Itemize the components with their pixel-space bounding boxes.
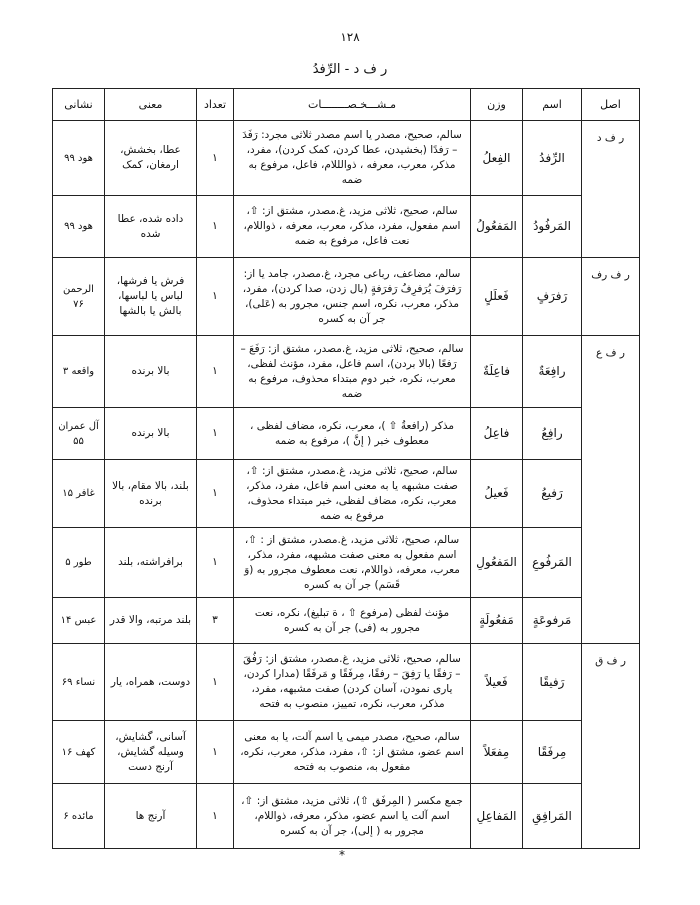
desc-cell: سالم، صحیح، ثلاثی مزید، غ.مصدر، مشتق از: ⇧، صفت مشبهه یا به معنی اسم فاعل، مفرد، مذکر، معرب، نکره، مضاف لفظی، خبر مبتداء محذوف، مرفوع به ضمه [234, 460, 471, 528]
ism-cell: الرِّفدُ [523, 121, 582, 196]
ref-cell: هود ۹۹ [53, 196, 105, 258]
desc-cell: سالم، صحیح، مصدر میمی یا اسم آلت، یا به معنی اسم عضو، مشتق از: ⇧، مفرد، مذکر، معرب، نکره، مفعول به، منصوب به فتحه [234, 721, 471, 784]
count-cell: ۱ [197, 121, 234, 196]
header-asl: اصل [582, 89, 640, 121]
root-cell: ر ف ع [582, 336, 640, 644]
wazn-cell: مِفعَلاً [471, 721, 523, 784]
header-moshakhasat: مـشـــخـصــــــــات [234, 89, 471, 121]
table-row [53, 721, 640, 784]
count-cell: ۱ [197, 528, 234, 598]
ism-cell: رافِعَةٌ [523, 336, 582, 408]
ism-cell: المَرفُوعِ [523, 528, 582, 598]
count-cell: ۳ [197, 598, 234, 644]
meaning-cell: آسانی، گشایش، وسیله گشایش، آرنج دست [105, 721, 197, 784]
desc-cell: سالم، صحیح، ثلاثی مزید، غ.مصدر، مشتق از: ⇧، اسم مفعول، مفرد، مذکر، معرب، معرفه ، ذواللام، نعت فاعل، مرفوع به ضمه [234, 196, 471, 258]
footer-asterisk: * [339, 848, 345, 862]
ism-cell: مِرفَقًا [523, 721, 582, 784]
desc-cell: جمع مکسر ( المِرفَق ⇧)، ثلاثی مزید، مشتق از: ⇧، اسم آلت یا اسم عضو، مذکر، معرفه، ذواللام، مجرور به ( إلی)، جر آن به کسره [234, 784, 471, 849]
count-cell: ۱ [197, 644, 234, 721]
ism-cell: رَفرَفٍ [523, 258, 582, 336]
ref-cell: طور ۵ [53, 528, 105, 598]
ref-cell: آل عمران ۵۵ [53, 408, 105, 460]
wazn-cell: فاعِلُ [471, 408, 523, 460]
table-row [53, 408, 640, 460]
header-tedad: تعداد [197, 89, 234, 121]
meaning-cell: بلند مرتبه، والا قدر [105, 598, 197, 644]
count-cell: ۱ [197, 196, 234, 258]
wazn-cell: المَفعُولِ [471, 528, 523, 598]
wazn-cell: فَعلَلٍ [471, 258, 523, 336]
meaning-cell: فرش یا فرشها، لباس یا لباسها، بالش یا بالشها [105, 258, 197, 336]
wazn-cell: فَعيلاً [471, 644, 523, 721]
meaning-cell: بلند، بالا مقام، بالا برنده [105, 460, 197, 528]
meaning-cell: داده شده، عطا شده [105, 196, 197, 258]
table-row [53, 644, 640, 721]
ref-cell: کهف ۱۶ [53, 721, 105, 784]
ref-cell: نساء ۶۹ [53, 644, 105, 721]
page-heading: ر ف د - الرِّفدُ [312, 62, 388, 77]
header-mani: معنی [105, 89, 197, 121]
count-cell: ۱ [197, 784, 234, 849]
page-number: ۱۲۸ [340, 30, 360, 44]
count-cell: ۱ [197, 721, 234, 784]
ref-cell: غافر ۱۵ [53, 460, 105, 528]
ism-cell: رَفيقًا [523, 644, 582, 721]
ism-cell: مَرفوعَةٍ [523, 598, 582, 644]
meaning-cell: آرنج ها [105, 784, 197, 849]
meaning-cell: عطا، بخشش، ارمغان، کمک [105, 121, 197, 196]
table-row [53, 784, 640, 849]
wazn-cell: المَفاعِلِ [471, 784, 523, 849]
table-row [53, 460, 640, 528]
desc-cell: مؤنث لفظی (مرفوع ⇧ ، ة تبلیغ)، نکره، نعت مجرور به (فی) جر آن به کسره [234, 598, 471, 644]
ism-cell: المَرافِقِ [523, 784, 582, 849]
ism-cell: رافِعُ [523, 408, 582, 460]
header-ism: اسم [523, 89, 582, 121]
meaning-cell: برافراشته، بلند [105, 528, 197, 598]
ref-cell: الرحمن ۷۶ [53, 258, 105, 336]
meaning-cell: بالا برنده [105, 408, 197, 460]
count-cell: ۱ [197, 460, 234, 528]
desc-cell: سالم، صحیح، مصدر یا اسم مصدر ثلاثی مجرد: رَفَدَ – رَفدًا (بخشیدن، عطا کردن، کمک کردن)، مفرد، مذکر، معرب، معرفه ، ذوالللام، فاعل، مرفوع به ضمه [234, 121, 471, 196]
count-cell: ۱ [197, 336, 234, 408]
table-row [53, 528, 640, 598]
desc-cell: سالم، صحیح، ثلاثی مزید، غ.مصدر، مشتق از : ⇧، اسم مفعول به معنی صفت مشبهه، مفرد، مذکر، معرب، معرفه، ذواللام، نعت معطوف مجرور به (وَ قَسَم) جر آن به کسره [234, 528, 471, 598]
table-row [53, 258, 640, 336]
header-neshani: نشانی [53, 89, 105, 121]
header-wazn: وزن [471, 89, 523, 121]
wazn-cell: المَفعُولُ [471, 196, 523, 258]
wazn-cell: الفِعلُ [471, 121, 523, 196]
root-cell: ر ف ق [582, 644, 640, 849]
table-row [53, 121, 640, 196]
ref-cell: واقعه ۳ [53, 336, 105, 408]
wazn-cell: فاعِلَةٌ [471, 336, 523, 408]
table-row [53, 598, 640, 644]
table-row [53, 336, 640, 408]
meaning-cell: بالا برنده [105, 336, 197, 408]
root-cell: ر ف رف [582, 258, 640, 336]
wazn-cell: مَفعُولَةٍ [471, 598, 523, 644]
word-analysis-table [52, 88, 640, 849]
ref-cell: مائده ۶ [53, 784, 105, 849]
wazn-cell: فَعيلُ [471, 460, 523, 528]
desc-cell: مذکر (رافعةُ ⇧ )، معرب، نکره، مضاف لفظی ، معطوف خبر ( إنَّ )، مرفوع به ضمه [234, 408, 471, 460]
ism-cell: رَفيعُ [523, 460, 582, 528]
table-header-row [53, 89, 640, 121]
ref-cell: هود ۹۹ [53, 121, 105, 196]
count-cell: ۱ [197, 258, 234, 336]
desc-cell: سالم، مضاعف، رباعی مجرد، غ.مصدر، جامد یا از: رَفرَفَ يُرَفرِفُ رَفرَفةٍ (بال زدن، صدا کردن)، مفرد، مذکر، معرب، نکره، اسم جنس، مجرور به (عَلی)، جر آن به کسره [234, 258, 471, 336]
table-row [53, 196, 640, 258]
root-cell: ر ف د [582, 121, 640, 258]
meaning-cell: دوست، همراه، یار [105, 644, 197, 721]
desc-cell: سالم، صحیح، ثلاثی مزید، غ.مصدر، مشتق از: رَفُقَ – رَفقًا یا رَفِقَ – رفقًا، مِرفَقًا و مَرفَقًا (مدارا کردن، یاری نمودن، آسان کردن) صفت مشبهه، مفرد، مذکر، معرب، نکره، تمییز، منصوب به فتحه [234, 644, 471, 721]
ism-cell: المَرفُودُ [523, 196, 582, 258]
desc-cell: سالم، صحیح، ثلاثی مزید، غ.مصدر، مشتق از: رَفَعَ – رَفعًا (بالا بردن)، اسم فاعل، مفرد، مؤنث لفظی، معرب، نکره، خبر دوم مبتداء محذوف، مرفوع به ضمه [234, 336, 471, 408]
count-cell: ۱ [197, 408, 234, 460]
ref-cell: عبس ۱۴ [53, 598, 105, 644]
